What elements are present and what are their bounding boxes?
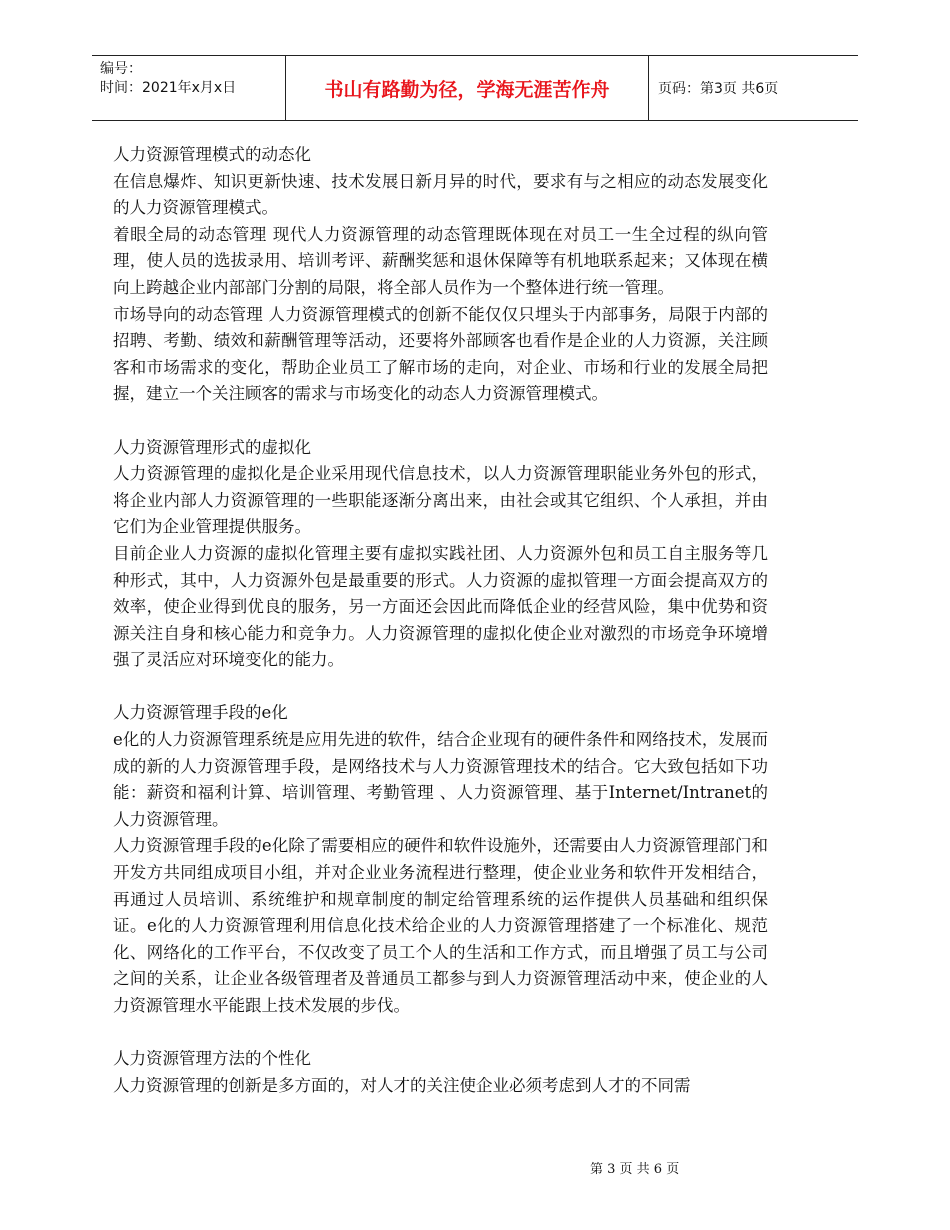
paragraph: 着眼全局的动态管理 现代人力资源管理的动态管理既体现在对员工一生全过程的纵向管理，使人员的选拔录用、培训考评、薪酬奖惩和退休保障等有机地联系起来；又体现在横向上跨越企业内部部门分割的局限，将全部人员作为一个整体进行统一管理。 [113,224,768,297]
page-footer: 第 3 页 共 6 页 [590,1162,680,1177]
header-motto: 书山有路勤为径，学海无涯苦作舟 [324,78,610,101]
document-body [113,142,768,1099]
paragraph: 人力资源管理的虚拟化是企业采用现代信息技术，以人力资源管理职能业务外包的形式，将企业内部人力资源管理的一些职能逐渐分离出来，由社会或其它组织、个人承担，并由它们为企业管理提供服务。 [113,464,768,537]
paragraph: 目前企业人力资源的虚拟化管理主要有虚拟实践社团、人力资源外包和员工自主服务等几种形式，其中，人力资源外包是最重要的形式。人力资源的虚拟管理一方面会提高双方的效率，使企业得到优良的服务，另一方面还会因此而降低企业的经营风险，集中优势和资源关注自身和核心能力和竞争力。人力资源管理的虚拟化使企业对激烈的市场竞争环境增强了灵活应对环境变化的能力。 [113,543,768,670]
section-heading: 人力资源管理模式的动态化 [113,145,311,164]
time-label: 时间：2021年x月x日 [100,80,237,96]
section-heading: 人力资源管理手段的e化 [113,703,288,723]
paragraph: e化的人力资源管理系统是应用先进的软件，结合企业现有的硬件条件和网络技术，发展而成的新的人力资源管理手段，是网络技术与人力资源管理技术的结合。它大致包括如下功能：薪资和福利计算、培训管理、考勤管理 、人力资源管理、基于Internet/Intranet的人力资源管理。 [113,730,768,829]
section-heading: 人力资源管理形式的虚拟化 [113,437,311,457]
header-meta [100,60,282,98]
section-heading: 人力资源管理方法的个性化 [113,1049,311,1069]
header-divider [648,56,649,120]
page-header [92,55,858,121]
paragraph: 人力资源管理的创新是多方面的，对人才的关注使企业必须考虑到人才的不同需 [113,1075,691,1095]
paragraph: 人力资源管理手段的e化除了需要相应的硬件和软件设施外，还需要由人力资源管理部门和开发方共同组成项目小组，并对企业业务流程进行整理，使企业业务和软件开发相结合，再通过人员培训、系统维护和规章制度的制定给管理系统的运作提供人员基础和组织保证。e化的人力资源管理利用信息化技术给企业的人力资源管理搭建了一个标准化、规范化、网络化的工作平台，不仅改变了员工个人的生活和工作方式，而且增强了员工与公司之间的关系，让企业各级管理者及普通员工都参与到人力资源管理活动中来，使企业的人力资源管理水平能跟上技术发展的步伐。 [113,836,768,1015]
header-page-info: 页码：第3页 共6页 [658,81,779,97]
doc-number-label: 编号： [100,61,142,77]
paragraph: 市场导向的动态管理 人力资源管理模式的创新不能仅仅只埋头于内部事务，局限于内部的招聘、考勤、绩效和薪酬管理等活动，还要将外部顾客也看作是企业的人力资源，关注顾客和市场需求的变化，帮助企业员工了解市场的走向，对企业、市场和行业的发展全局把握，建立一个关注顾客的需求与市场变化的动态人力资源管理模式。 [113,304,768,404]
paragraph: 在信息爆炸、知识更新快速、技术发展日新月异的时代，要求有与之相应的动态发展变化的人力资源管理模式。 [113,171,768,218]
